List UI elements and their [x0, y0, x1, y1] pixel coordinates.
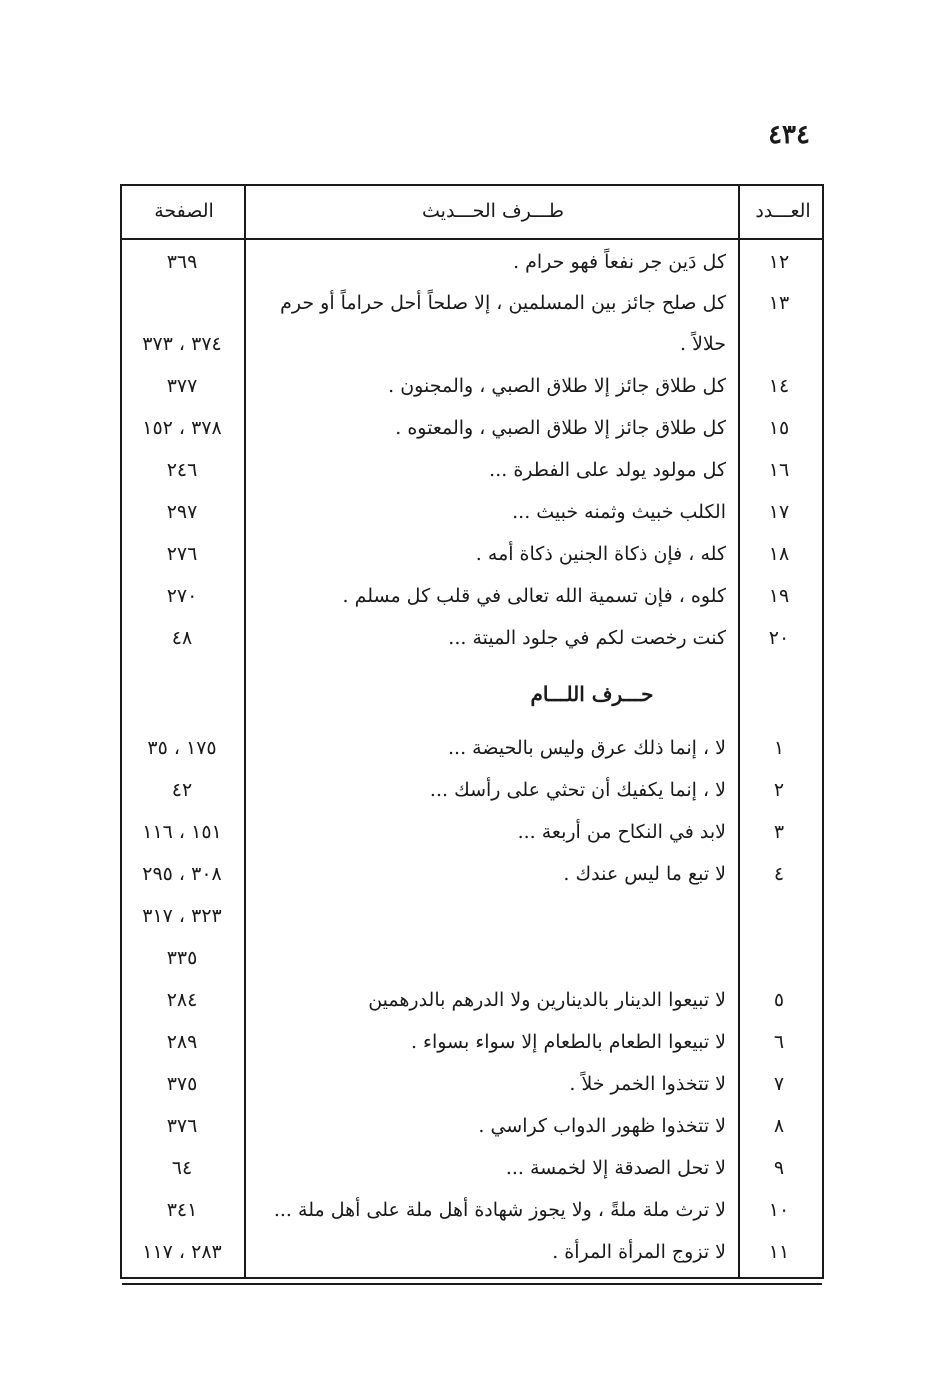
hadith-text: لا تحل الصدقة إلا لخمسة ... [505, 1157, 726, 1179]
hadith-text: كل طلاق جائز إلا طلاق الصبي ، والمجنون . [388, 375, 726, 397]
page-ref: ٣٢٣ ، ٣١٧ [142, 905, 222, 927]
table-row [120, 543, 824, 584]
table-row [120, 1241, 824, 1282]
table-row [120, 501, 824, 542]
header-hadith: طـــرف الحـــديث [422, 200, 564, 222]
table-row [120, 905, 824, 946]
row-number: ١٤ [768, 375, 790, 397]
table-row [120, 292, 824, 333]
hadith-text: كل صلح جائز بين المسلمين ، إلا صلحاً أحل حراماً أو حرم [280, 292, 726, 314]
table-row [120, 1199, 824, 1240]
page-ref: ٢٨٤ [166, 989, 198, 1011]
page-ref: ٤٨ [171, 627, 193, 649]
row-number: ١٧ [768, 501, 790, 523]
table-row [120, 1157, 824, 1198]
row-number: ٢ [773, 779, 785, 801]
row-number: ٨ [773, 1115, 785, 1137]
hadith-text: لا تزوج المرأة المرأة . [552, 1241, 726, 1263]
page-ref: ١٧٥ ، ٣٥ [147, 737, 217, 759]
row-number: ١٨ [768, 543, 790, 565]
section-heading-text: حـــرف اللـــام [530, 682, 654, 706]
row-number: ٢٠ [768, 627, 790, 649]
page-ref: ٢٩٧ [166, 501, 198, 523]
page-ref: ٢٨٩ [166, 1031, 198, 1053]
row-number: ١ [773, 737, 785, 759]
page-ref: ٣٧٨ ، ١٥٢ [142, 417, 222, 439]
hadith-text: لا تتخذوا الخمر خلاً . [569, 1073, 726, 1095]
table-row [120, 1073, 824, 1114]
row-number: ٣ [773, 821, 785, 843]
page-ref: ٢٧٦ [166, 543, 198, 565]
bottom-rule [122, 1283, 822, 1285]
hadith-text: لا تبيعوا الدينار بالدينارين ولا الدرهم بالدرهمين [368, 989, 726, 1011]
row-number: ١٣ [768, 292, 790, 314]
hadith-text: كل دَين جر نفعاً فهو حرام . [513, 251, 726, 273]
hadith-text: لا تتخذوا ظهور الدواب كراسي . [478, 1115, 726, 1137]
page-number: ٤٣٤ [768, 120, 810, 150]
hadith-text: كل مولود يولد على الفطرة ... [489, 459, 726, 481]
table-row [120, 333, 824, 374]
header-divider [122, 238, 822, 240]
row-number: ١٦ [768, 459, 790, 481]
page-ref: ١٥١ ، ١١٦ [142, 821, 222, 843]
hadith-text: لا ترث ملة ملةً ، ولا يجوز شهادة أهل ملة على أهل ملة ... [273, 1199, 726, 1221]
page-ref: ٣٧٦ [166, 1115, 198, 1137]
section-heading [120, 682, 824, 706]
page-ref: ٣٧٤ ، ٣٧٣ [142, 333, 222, 355]
hadith-text: كنت رخصت لكم في جلود الميتة ... [448, 627, 726, 649]
hadith-text: كله ، فإن ذكاة الجنين ذكاة أمه . [475, 543, 726, 565]
row-number: ١١ [768, 1241, 790, 1263]
page-ref: ٢٤٦ [166, 459, 198, 481]
table-row [120, 459, 824, 500]
table-row [120, 947, 824, 988]
row-number: ٧ [773, 1073, 785, 1095]
table-row [120, 989, 824, 1030]
row-number: ١٢ [768, 251, 790, 273]
header-page: الصفحة [154, 200, 214, 222]
hadith-text: حلالاً . [680, 333, 726, 355]
row-number: ٤ [773, 863, 785, 885]
row-number: ٥ [773, 989, 785, 1011]
page-ref: ٣٣٥ [166, 947, 198, 969]
page-ref: ٣٧٧ [166, 375, 198, 397]
hadith-text: الكلب خبيث وثمنه خبيث ... [512, 501, 726, 523]
hadith-text: لا تبع ما ليس عندك . [563, 863, 726, 885]
hadith-text: لا ، إنما يكفيك أن تحثي على رأسك ... [429, 779, 726, 801]
hadith-text: لا ، إنما ذلك عرق وليس بالحيضة ... [448, 737, 726, 759]
table-row [120, 737, 824, 778]
table-row [120, 821, 824, 862]
table-row [120, 863, 824, 904]
page-ref: ٣٤١ [166, 1199, 198, 1221]
table-row [120, 1031, 824, 1072]
page-ref: ٦٤ [171, 1157, 193, 1179]
table-row [120, 251, 824, 292]
hadith-text: لا تبيعوا الطعام بالطعام إلا سواء بسواء . [410, 1031, 726, 1053]
table-row [120, 1115, 824, 1156]
table-row [120, 375, 824, 416]
table-row [120, 627, 824, 668]
header-number: العـــدد [755, 200, 811, 222]
page-ref: ٣٦٩ [166, 251, 198, 273]
page-ref: ٣٧٥ [166, 1073, 198, 1095]
table-row [120, 417, 824, 458]
page-ref: ٢٨٣ ، ١١٧ [142, 1241, 222, 1263]
table-row [120, 779, 824, 820]
row-number: ٩ [773, 1157, 785, 1179]
table-row [120, 585, 824, 626]
hadith-text: كلوه ، فإن تسمية الله تعالى في قلب كل مسلم . [342, 585, 726, 607]
row-number: ١٩ [768, 585, 790, 607]
page-ref: ٣٠٨ ، ٢٩٥ [142, 863, 222, 885]
hadith-text: لابد في النكاح من أربعة ... [517, 821, 726, 843]
page-ref: ٤٢ [171, 779, 193, 801]
hadith-text: كل طلاق جائز إلا طلاق الصبي ، والمعتوه . [395, 417, 726, 439]
row-number: ٦ [773, 1031, 785, 1053]
page-ref: ٢٧٠ [166, 585, 198, 607]
row-number: ١٠ [768, 1199, 790, 1221]
row-number: ١٥ [768, 417, 790, 439]
